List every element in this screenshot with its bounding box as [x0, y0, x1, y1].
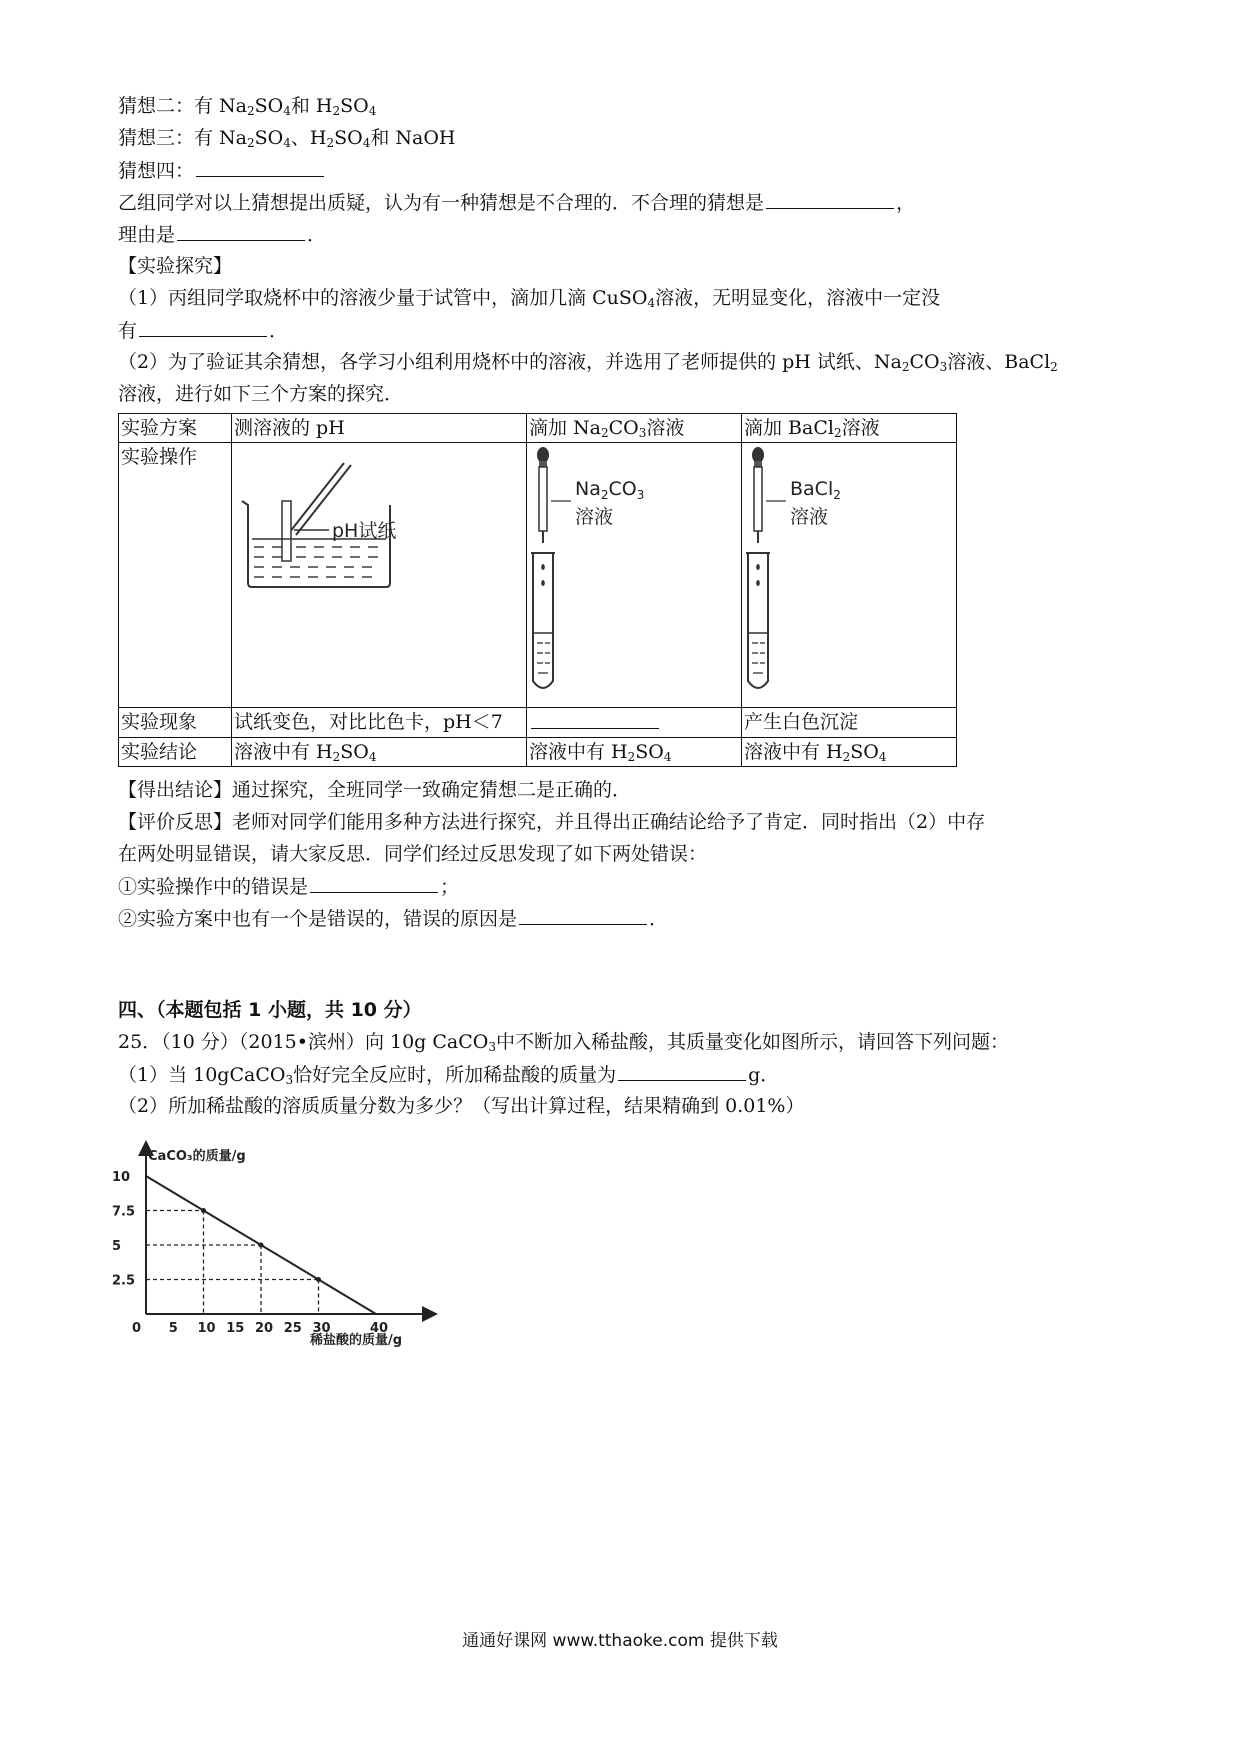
- footer: 通通好课网 www.tthaoke.com 提供下载: [462, 1631, 778, 1651]
- answer-blank[interactable]: [766, 188, 894, 209]
- table-cell: 实验现象: [119, 708, 232, 738]
- table-cell: 测溶液的 pH: [232, 414, 527, 443]
- question-25: 25．（10 分）（2015•滨州）向 10g CaCO$_3$中不断加入稀盐酸，其质量变化如图所示，请回答下列问题：: [118, 1031, 1010, 1054]
- exp-header: 【实验探究】: [118, 255, 233, 277]
- question-2-cont: 溶液，进行如下三个方案的探究．: [118, 383, 404, 405]
- caco3-mass-chart: [110, 1140, 440, 1350]
- dropper-tube-diagram: [529, 443, 739, 699]
- bacl2-label: BaCl: [790, 478, 834, 500]
- x-tick-label: 40: [370, 1321, 389, 1336]
- data-point: [259, 1243, 264, 1248]
- y-tick-label: 7.5: [112, 1204, 136, 1220]
- reflect-line-2: 在两处明显错误，请大家反思．同学们经过反思发现了如下两处错误：: [118, 843, 708, 865]
- na2co3-label-b: CO: [608, 478, 637, 500]
- answer-blank[interactable]: [310, 872, 438, 893]
- y-tick-label: 10: [112, 1170, 131, 1185]
- y-tick-label: 5: [112, 1239, 122, 1254]
- ph-label: pH试纸: [332, 520, 397, 542]
- data-point: [316, 1277, 321, 1282]
- dropper-tube-diagram: [744, 443, 954, 699]
- x-tick-label: 20: [255, 1321, 274, 1336]
- table-cell: 溶液中有 $H_2SO_4$: [232, 738, 527, 767]
- table-cell: 实验方案: [119, 414, 232, 443]
- svg-text:Na2CO3: [575, 478, 644, 502]
- group-b-question: 乙组同学对以上猜想提出质疑，认为有一种猜想是不合理的．不合理的猜想是 ，: [118, 188, 915, 217]
- subscript: 2: [600, 488, 609, 502]
- x-tick-label: 15: [226, 1321, 245, 1336]
- answer-blank[interactable]: [618, 1060, 746, 1081]
- table-cell: 滴加 $Na_2CO_3$溶液: [527, 414, 742, 443]
- svg-text:BaCl2: [790, 478, 841, 502]
- x-tick-label: 25: [283, 1321, 302, 1336]
- solution-label: 溶液: [790, 506, 829, 528]
- answer-blank[interactable]: [531, 708, 659, 729]
- section-four-heading: 四、（本题包括 1 小题，共 10 分）: [118, 999, 422, 1021]
- x-tick-label: 5: [168, 1321, 178, 1336]
- table-cell: 溶液中有 $H_2SO_4$: [527, 738, 742, 767]
- question-25-2: （2）所加稀盐酸的溶质质量分数为多少？（写出计算过程，结果精确到 0.01%）: [118, 1095, 805, 1117]
- reflect-line: 【评价反思】老师对同学们能用多种方法进行探究，并且得出正确结论给予了肯定．同时指出（2）中存: [118, 811, 986, 833]
- data-point: [201, 1208, 206, 1213]
- error-2: ②实验方案中也有一个是错误的，错误的原因是 ．: [118, 904, 668, 933]
- x-tick-label: 0: [132, 1321, 142, 1336]
- table-cell: 实验结论: [119, 738, 232, 767]
- question-25-1: （1）当 10gCaCO$_3$恰好完全反应时，所加稀盐酸的质量为 g．: [118, 1060, 779, 1089]
- dropper-na2co3-cell: [527, 443, 742, 708]
- table-cell: 实验操作: [119, 443, 232, 708]
- dropper-bacl2-cell: [742, 443, 957, 708]
- table-cell: 试纸变色，对比比色卡，pH＜7: [232, 708, 527, 738]
- guess-three: 猜想三：有 $Na_2SO_4$、$H_2SO_4$和 NaOH: [118, 127, 456, 150]
- x-tick-label: 10: [197, 1321, 216, 1336]
- question-1-cont: 有 ．: [118, 316, 288, 345]
- experiment-table: [118, 413, 957, 767]
- guess-four: 猜想四：: [118, 156, 326, 185]
- guess-two: 猜想二：有 $Na_2SO_4$和 $H_2SO_4$: [118, 95, 377, 118]
- error-1: ①实验操作中的错误是 ；: [118, 872, 459, 901]
- answer-blank[interactable]: [177, 220, 305, 241]
- question-1: （1）丙组同学取烧杯中的溶液少量于试管中，滴加几滴 CuSO$_4$溶液，无明显变化，溶液中一定没: [118, 287, 941, 310]
- reason-line: 理由是 ．: [118, 220, 326, 249]
- question-2: （2）为了验证其余猜想，各学习小组利用烧杯中的溶液，并选用了老师提供的 pH 试纸、$Na_2CO_3$溶液、BaCl$_2$: [118, 351, 1058, 374]
- table-cell: [527, 708, 742, 738]
- na2co3-label: Na: [575, 478, 601, 500]
- x-tick-label: 30: [312, 1321, 331, 1336]
- x-axis-label: 稀盐酸的质量/g: [310, 1333, 403, 1348]
- beaker-diagram-cell: [232, 443, 527, 708]
- table-cell: 溶液中有 $H_2SO_4$: [742, 738, 957, 767]
- conclusion-line: 【得出结论】通过探究，全班同学一致确定猜想二是正确的．: [118, 779, 632, 801]
- answer-blank[interactable]: [139, 316, 267, 337]
- table-cell: 滴加 BaCl$_2$溶液: [742, 414, 957, 443]
- y-axis-label: CaCO₃的质量/g: [148, 1149, 246, 1164]
- beaker-ph-diagram: [234, 443, 524, 699]
- subscript: 3: [636, 488, 645, 502]
- y-tick-label: 2.5: [112, 1273, 136, 1289]
- answer-blank[interactable]: [519, 904, 647, 925]
- table-cell: 产生白色沉淀: [742, 708, 957, 738]
- answer-blank[interactable]: [196, 156, 324, 177]
- solution-label: 溶液: [575, 506, 614, 528]
- subscript: 2: [833, 488, 841, 502]
